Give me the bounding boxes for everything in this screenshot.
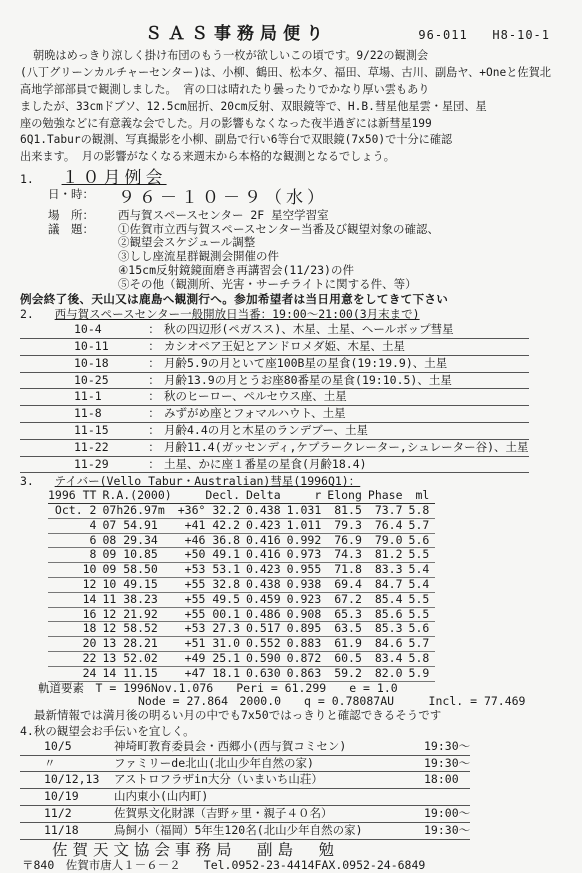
schedule-text: 秋のヒーロー、ペルセウス座、土星 bbox=[164, 389, 347, 404]
ephemeris-dec: +53 27.3 bbox=[184, 621, 241, 636]
ephemeris-dec: +50 49.1 bbox=[184, 547, 241, 562]
meeting-title: １０月例会 bbox=[61, 167, 167, 188]
ephemeris-date: 4 bbox=[89, 517, 97, 532]
schedule-text: 月齢4.4の月と木星のランデブー、土星 bbox=[164, 423, 368, 438]
ephemeris-elong: 79.3 bbox=[334, 517, 362, 532]
ephemeris-ml: 5.4 bbox=[408, 576, 430, 591]
ephemeris-phase: 85.3 bbox=[374, 621, 403, 636]
help-date: 11/18 bbox=[44, 822, 79, 837]
help-row bbox=[20, 755, 470, 772]
schedule-row: 11-1 ： 秋のヒーロー、ペルセウス座、土星 bbox=[20, 389, 529, 406]
latest-info: 最新情報では満月後の明るい月の中でも7x50ではっきりと確認できるそうです bbox=[34, 708, 442, 723]
schedule-date: 11-15 bbox=[74, 423, 109, 438]
ephemeris-r: 0.895 bbox=[286, 621, 322, 636]
ephemeris-ml: 5.4 bbox=[408, 562, 430, 577]
schedule-text: 月齢13.9の月とうお座80番星の星食(19:10.5)、土星 bbox=[164, 372, 452, 387]
orbit-elements-line: 軌道要素 T = 1996Nov.1.076 Peri = 61.299 e = 1.0 bbox=[38, 680, 398, 695]
ephemeris-elong: 71.8 bbox=[334, 562, 362, 577]
schedule-date: 11-1 bbox=[74, 389, 102, 404]
ephemeris-r: 0.923 bbox=[286, 591, 322, 606]
comet-heading bbox=[20, 475, 566, 489]
ephemeris-ml: 5.7 bbox=[408, 517, 430, 532]
schedule-date: 11-22 bbox=[74, 439, 109, 454]
ephemeris-phase: 76.4 bbox=[374, 517, 403, 532]
agenda-item: ②観望会スケジュール調整 bbox=[118, 235, 256, 250]
ephemeris-date: 16 bbox=[82, 606, 97, 621]
ephemeris-row bbox=[48, 651, 435, 666]
ephemeris-delta: 0.438 bbox=[246, 576, 281, 591]
ephemeris-ra: 12 58.52 bbox=[102, 621, 158, 636]
section-number: 2. bbox=[20, 307, 34, 322]
ephemeris-dec: +36° 32.2 bbox=[177, 503, 241, 517]
ephemeris-ml: 5.5 bbox=[408, 606, 430, 621]
intro-paragraph bbox=[20, 48, 566, 166]
ephemeris-delta: 0.438 bbox=[246, 503, 281, 517]
ephemeris-phase: 85.4 bbox=[374, 591, 403, 606]
column-header: Phase bbox=[367, 488, 403, 503]
issue-info bbox=[418, 28, 550, 42]
column-header: r bbox=[314, 488, 322, 503]
section-number: 1. bbox=[20, 171, 34, 186]
schedule-row: 11-15 ： 月齢4.4の月と木星のランデブー、土星 bbox=[20, 423, 529, 440]
schedule-row: 10-25 ： 月齢13.9の月とうお座80番星の星食(19:10.5)、土星 bbox=[20, 372, 529, 389]
ephemeris-elong: 74.3 bbox=[334, 547, 362, 562]
ephemeris-dec: +49 25.1 bbox=[184, 650, 241, 665]
ephemeris-ra: 13 28.21 bbox=[102, 636, 158, 651]
column-header: ml bbox=[415, 488, 430, 503]
comet-title: テイバー(Vello Tabur・Australian)彗星(1996Q1)： bbox=[54, 474, 361, 489]
ephemeris-date: 18 bbox=[82, 621, 97, 636]
schedule-section bbox=[20, 308, 566, 473]
ephemeris-delta: 0.590 bbox=[246, 650, 281, 665]
help-row bbox=[20, 789, 470, 806]
help-event: 鳥飼小（福岡）5年生120名(北山少年自然の家) bbox=[114, 822, 363, 837]
help-row bbox=[20, 739, 470, 755]
ephemeris-phase: 83.3 bbox=[374, 562, 403, 577]
ephemeris-delta: 0.459 bbox=[246, 591, 281, 606]
schedule-text: 土星、かに座１番星の星食(月齢18.4) bbox=[164, 456, 367, 471]
schedule-date: 10-11 bbox=[74, 339, 109, 354]
intro-line: 朝晩はめっきり涼しく掛け布団のもう一枚が欲しいこの頃です。9/22の観測会 bbox=[33, 49, 429, 63]
help-time: 19:30～ bbox=[424, 822, 471, 837]
ephemeris-ml: 5.8 bbox=[408, 503, 430, 517]
ephemeris-phase: 73.7 bbox=[374, 503, 403, 517]
ephemeris-row bbox=[48, 577, 435, 592]
meeting-place-row bbox=[20, 209, 566, 223]
ephemeris-dec: +53 53.1 bbox=[184, 562, 241, 577]
ephemeris-r: 0.863 bbox=[286, 665, 322, 680]
schedule-row: 11-22 ： 月齢11.4(ガッセンディ,ケプラークレーター,シュレーター谷)、土星 bbox=[20, 439, 529, 456]
ephemeris-date: 14 bbox=[82, 591, 97, 606]
ephemeris-date: 12 bbox=[82, 576, 97, 591]
ephemeris-ml: 5.8 bbox=[408, 650, 430, 665]
ephemeris-date: 6 bbox=[89, 532, 97, 547]
help-row bbox=[20, 822, 470, 839]
newsletter-title: ＳＡＳ事務局便り bbox=[145, 24, 329, 44]
ephemeris-row bbox=[48, 533, 435, 548]
schedule-row: 11-29 ： 土星、かに座１番星の星食(月齢18.4) bbox=[20, 456, 529, 473]
ephemeris-r: 0.938 bbox=[286, 576, 322, 591]
schedule-title: 西与賀スペースセンター一般開放日当番：19:00～21:00(3月末まで) bbox=[54, 307, 420, 322]
agenda-label: 議 題： bbox=[48, 221, 94, 236]
ephemeris-row bbox=[48, 504, 435, 519]
ephemeris-ra: 07 54.91 bbox=[102, 517, 158, 532]
place-label: 場 所： bbox=[48, 207, 94, 222]
ephemeris-date: 24 bbox=[82, 665, 97, 680]
schedule-date: 10-4 bbox=[74, 322, 102, 337]
ephemeris-dec: +55 32.8 bbox=[184, 576, 241, 591]
ephemeris-elong: 69.4 bbox=[334, 576, 362, 591]
ephemeris-r: 1.031 bbox=[286, 503, 322, 517]
ephemeris-ra: 12 21.92 bbox=[102, 606, 158, 621]
meeting-date: ９６－１０－９（水） bbox=[118, 188, 328, 209]
schedule-text: カシオペア王妃とアンドロメダ姫、木星、土星 bbox=[164, 339, 406, 354]
ephemeris-row bbox=[48, 592, 435, 607]
help-event: 神埼町教育委員会・西郷小(西与賀コミセン) bbox=[114, 738, 347, 753]
date-label: 日・時： bbox=[48, 187, 94, 202]
ephemeris-ml: 5.5 bbox=[408, 591, 430, 606]
help-time: 19:30～ bbox=[424, 755, 471, 770]
schedule-date: 10-18 bbox=[74, 355, 109, 370]
help-event: 山内東小(山内町) bbox=[114, 789, 209, 804]
help-event: アストロフラザin大分（いまいち山荘） bbox=[114, 772, 323, 787]
ephemeris-phase: 79.0 bbox=[374, 532, 403, 547]
orbit-elements-line: Node = 27.864 2000.0 q = 0.78087AU Incl. = 77.469 bbox=[138, 694, 526, 709]
schedule-row: 10-18 ： 月齢5.9の月といて座100B星の星食(19:19.9)、土星 bbox=[20, 355, 529, 372]
schedule-text: 月齢5.9の月といて座100B星の星食(19:19.9)、土星 bbox=[164, 355, 448, 370]
help-time: 18:00 bbox=[424, 772, 459, 787]
help-table bbox=[20, 739, 470, 840]
agenda-list bbox=[20, 236, 566, 291]
help-heading: 4.秋の観望会お手伝いを宜しく。 bbox=[20, 723, 195, 738]
ephemeris-row bbox=[48, 607, 435, 622]
meeting-section bbox=[20, 168, 566, 306]
schedule-text: 秋の四辺形(ペガスス)、木星、土星、ヘールボップ彗星 bbox=[164, 322, 454, 337]
intro-line: 出来ます。 月の影響がなくなる来週末から本格的な観測となるでしょう。 bbox=[20, 150, 395, 164]
ephemeris-dec: +41 42.2 bbox=[184, 517, 241, 532]
comet-section bbox=[20, 475, 566, 723]
organization-name: 佐賀天文協会事務局 副島 勉 bbox=[52, 840, 340, 859]
ephemeris-ml: 5.7 bbox=[408, 636, 430, 651]
help-time bbox=[414, 789, 470, 806]
ephemeris-elong: 59.2 bbox=[334, 665, 362, 680]
schedule-row: 10-4 ： 秋の四辺形(ペガスス)、木星、土星、ヘールボップ彗星 bbox=[20, 322, 529, 338]
ephemeris-ra: 08 29.34 bbox=[102, 532, 158, 547]
schedule-text: 月齢11.4(ガッセンディ,ケプラークレーター,シュレーター谷)、土星 bbox=[164, 439, 529, 454]
column-header: R.A.(2000) bbox=[102, 488, 172, 503]
ephemeris-date: 8 bbox=[89, 547, 97, 562]
ephemeris-r: 0.883 bbox=[286, 636, 322, 651]
schedule-row: 11-8 ： みずがめ座とフォマルハウト、土星 bbox=[20, 406, 529, 423]
meeting-notice: 例会終了後、天山又は鹿島へ観測行へ。参加希望者は当日用意をしてきて下さい bbox=[20, 291, 449, 306]
column-header: 1996 TT bbox=[48, 488, 97, 503]
ephemeris-delta: 0.630 bbox=[246, 665, 281, 680]
schedule-table bbox=[20, 322, 529, 473]
ephemeris-ra: 09 58.50 bbox=[102, 562, 158, 577]
agenda-item: ③しし座流星群観測会開催の件 bbox=[118, 249, 279, 264]
ephemeris-date: Oct. 2 bbox=[54, 503, 97, 517]
ephemeris-dec: +46 36.8 bbox=[184, 532, 241, 547]
meeting-place: 西与賀スペースセンター 2F 星空学習室 bbox=[118, 207, 329, 222]
ephemeris-dec: +47 18.1 bbox=[184, 665, 241, 680]
ephemeris-r: 0.973 bbox=[286, 547, 322, 562]
ephemeris-ml: 5.5 bbox=[408, 547, 430, 562]
ephemeris-delta: 0.517 bbox=[246, 621, 281, 636]
ephemeris-ra: 13 52.02 bbox=[102, 650, 158, 665]
help-date: 10/19 bbox=[44, 789, 79, 804]
issue-date: H8-10-1 bbox=[492, 28, 550, 42]
ephemeris-row bbox=[48, 548, 435, 563]
agenda-item: ⑤その他（観測所、光害・サーチライトに関する件、等） bbox=[118, 276, 417, 291]
ephemeris-row bbox=[48, 622, 435, 637]
ephemeris-elong: 65.3 bbox=[334, 606, 362, 621]
help-row bbox=[20, 772, 470, 789]
help-date: 11/2 bbox=[44, 805, 72, 820]
intro-line: 座の勉強などに有意義な会でした。月の影響もなくなった夜半過ぎには新彗星199 bbox=[20, 116, 432, 130]
ephemeris-delta: 0.416 bbox=[246, 547, 281, 562]
ephemeris-ra: 10 49.15 bbox=[102, 576, 158, 591]
ephemeris-row bbox=[48, 666, 435, 681]
ephemeris-r: 0.992 bbox=[286, 532, 322, 547]
meeting-agenda-row bbox=[20, 223, 566, 237]
ephemeris-ra: 07h26.97m bbox=[102, 503, 165, 517]
ephemeris-r: 1.011 bbox=[286, 517, 322, 532]
organization-address: 〒840 佐賀市唐人１－６－２ Tel.0952-23-4414FAX.0952-24-6849 bbox=[22, 858, 426, 873]
help-time: 19:30～ bbox=[424, 738, 471, 753]
schedule-text: みずがめ座とフォマルハウト、土星 bbox=[164, 406, 346, 421]
ephemeris-delta: 0.552 bbox=[246, 636, 281, 651]
ephemeris-ml: 5.6 bbox=[408, 532, 430, 547]
ephemeris-dec: +55 49.5 bbox=[184, 591, 241, 606]
section-number: 3. bbox=[20, 474, 34, 489]
ephemeris-ml: 5.9 bbox=[408, 665, 430, 680]
issue-number: 96-011 bbox=[418, 28, 468, 42]
ephemeris-phase: 84.7 bbox=[374, 576, 403, 591]
help-date: 10/5 bbox=[44, 738, 72, 753]
ephemeris-r: 0.955 bbox=[286, 562, 322, 577]
agenda-item: ④15cm反射鏡鏡面磨き再講習会(11/23)の件 bbox=[118, 262, 354, 277]
help-section bbox=[20, 725, 566, 840]
ephemeris-table bbox=[48, 489, 435, 681]
meeting-date-row bbox=[20, 188, 566, 208]
ephemeris-date: 20 bbox=[82, 636, 97, 651]
ephemeris-ra: 09 10.85 bbox=[102, 547, 158, 562]
ephemeris-phase: 84.6 bbox=[374, 636, 403, 651]
intro-line: (八丁グリーンカルチャーセンター)は、小柳、鶴田、松本夕、福田、草場、古川、副島ヤ、+Oneと佐賀北 bbox=[20, 66, 551, 80]
ephemeris-dec: +51 31.0 bbox=[184, 636, 241, 651]
ephemeris-phase: 83.4 bbox=[374, 650, 403, 665]
ephemeris-phase: 85.6 bbox=[374, 606, 403, 621]
ephemeris-header-row bbox=[48, 489, 435, 503]
schedule-date: 11-29 bbox=[74, 456, 109, 471]
ephemeris-elong: 63.5 bbox=[334, 621, 362, 636]
ephemeris-ra: 11 38.23 bbox=[102, 591, 158, 606]
intro-line: ましたが、33cmドブソ、12.5cm屈折、20cm反射、双眼鏡等で、H.B.彗星他星雲・星団、星 bbox=[20, 99, 487, 113]
help-date: 10/12,13 bbox=[44, 772, 100, 787]
ephemeris-phase: 81.2 bbox=[374, 547, 403, 562]
help-event: 佐賀県文化財課（吉野ヶ里・親子４０名） bbox=[114, 805, 333, 820]
ephemeris-date: 10 bbox=[82, 562, 97, 577]
intro-line: 高地学部部員で観測しました。 宵の口は晴れたり曇ったりでかなり厚い雲もあり bbox=[20, 82, 430, 96]
help-time: 19:00～ bbox=[424, 805, 471, 820]
schedule-date: 11-8 bbox=[74, 406, 102, 421]
ephemeris-dec: +55 00.1 bbox=[184, 606, 241, 621]
ephemeris-date: 22 bbox=[82, 650, 97, 665]
ephemeris-delta: 0.423 bbox=[246, 517, 281, 532]
ephemeris-elong: 67.2 bbox=[334, 591, 362, 606]
meeting-heading bbox=[20, 168, 566, 188]
ephemeris-ra: 14 11.15 bbox=[102, 665, 158, 680]
ephemeris-delta: 0.423 bbox=[246, 562, 281, 577]
column-header: Decl. bbox=[205, 488, 241, 503]
ephemeris-row bbox=[48, 563, 435, 578]
schedule-row: 10-11 ： カシオペア王妃とアンドロメダ姫、木星、土星 bbox=[20, 339, 529, 356]
ephemeris-phase: 82.0 bbox=[374, 665, 403, 680]
column-header: Elong bbox=[327, 488, 362, 503]
intro-line: 6Q1.Taburの観測、写真撮影を小柳、副島で行い6等台で双眼鏡(7x50)で十分に確認 bbox=[20, 133, 453, 147]
help-date: 〃 bbox=[44, 755, 56, 770]
ephemeris-row bbox=[48, 637, 435, 652]
ephemeris-elong: 61.9 bbox=[334, 636, 362, 651]
header bbox=[145, 24, 566, 44]
schedule-heading bbox=[20, 308, 566, 322]
agenda-item: ①佐賀市立西与賀スペースセンター当番及び観望対象の確認、 bbox=[118, 221, 439, 236]
ephemeris-ml: 5.6 bbox=[408, 621, 430, 636]
ephemeris-row bbox=[48, 518, 435, 533]
ephemeris-r: 0.872 bbox=[286, 650, 322, 665]
ephemeris-elong: 76.9 bbox=[334, 532, 362, 547]
ephemeris-elong: 60.5 bbox=[334, 650, 362, 665]
ephemeris-elong: 81.5 bbox=[334, 503, 362, 517]
schedule-date: 10-25 bbox=[74, 372, 109, 387]
ephemeris-delta: 0.486 bbox=[246, 606, 281, 621]
ephemeris-r: 0.908 bbox=[286, 606, 322, 621]
help-event: ファミリーde北山(北山少年自然の家) bbox=[114, 755, 314, 770]
ephemeris-delta: 0.416 bbox=[246, 532, 281, 547]
column-header: Delta bbox=[246, 488, 281, 503]
help-row bbox=[20, 805, 470, 822]
